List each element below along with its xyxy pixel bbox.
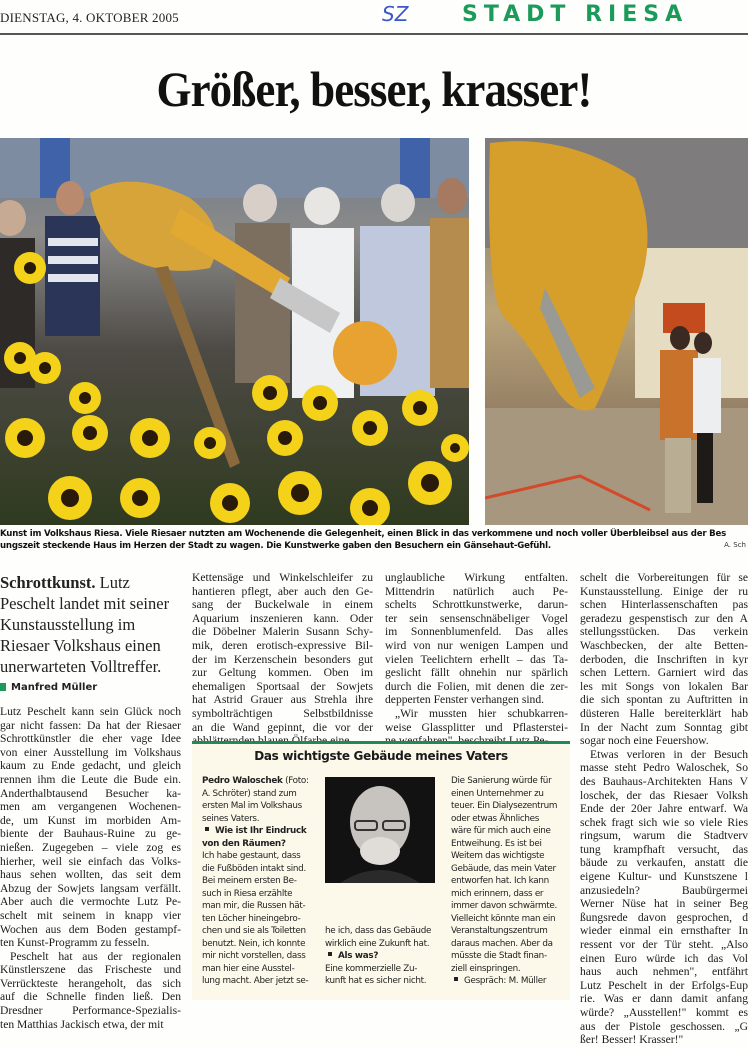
article-line: kaum zu Ende gedacht, und gleich [0, 759, 181, 773]
caption-line: Kunst im Volkshaus Riesa. Viele Riesaer nutzten am Wochenende die Gelegenheit, einen Blick in das verkommene und noch voller Überbleibsel aus der Bes [0, 529, 727, 539]
article-line: Lutz Peschelt kann sein Glück noch [0, 705, 181, 718]
article-line: nießen. Zugegeben – viele zog es [0, 840, 181, 854]
answer-line: ten Löcher hineingebro- [202, 913, 301, 924]
article-line: sogar noch eine Feuershow. [580, 734, 709, 748]
article-line: unglaubliche Wirkung entfalten. [385, 571, 568, 584]
article-line: sang der Buckelwale in einem [192, 598, 373, 612]
article-line: Mittendrin natürlich auch Pe- [385, 584, 568, 598]
article-line: ehemaligen Sportsaal der Sowjets [192, 679, 373, 693]
bullet-icon [328, 952, 332, 956]
article-line: schelt mit seinem in knapp vier [0, 908, 181, 922]
article-line: In der Nacht zum Sonntag gibt [580, 720, 748, 734]
answer-line: Weitem das wichtigste [451, 851, 545, 861]
article-line: Etwas verloren in der Besuch [590, 747, 748, 761]
article-line: die sich spontan zu Auftritten in [580, 693, 748, 707]
article-line: loschek, der das Riesaer Volksh [580, 788, 748, 802]
answer-line: chen und sie als Toiletten [202, 926, 306, 936]
article-line: ressent vor der Tür steht. „Also [580, 938, 748, 952]
article-line: Wochen aus dem Boden gestampf- [0, 922, 181, 936]
article-line: Waschbecken, der alte Betten- [580, 638, 748, 652]
article-line: haus auch nehmen", entfährt [580, 965, 748, 979]
article-line: derboden, die Inschriften in kyr [580, 652, 748, 666]
article-line: mik, deren erotisch-expressive Bil- [192, 638, 373, 652]
article-line: schelt die Vorbereitungen für se [580, 571, 748, 584]
photo-credit: A. Sch [724, 541, 746, 549]
article-line: schek fragt sich wie so viele Ries [580, 815, 748, 829]
article-line: masse steht Pedro Waloschek, So [580, 761, 748, 775]
article-line: hat Astrid Grauer aus Strehla ihre [192, 693, 373, 707]
section-title: STADT RIESA [462, 2, 689, 27]
article-line: ter sein sensenschnäbeliger Vogel [385, 611, 568, 625]
author-name: Manfred Müller [11, 682, 98, 693]
article-line: de, um Kunst im morbiden Am- [0, 813, 181, 827]
question-1-cont: von den Räumen? [202, 838, 286, 849]
article-line: Schrottkünstler die eher vage Idee [0, 732, 181, 746]
article-line: weise Glassplitter und Pflasterstei- [385, 720, 568, 734]
article-line: Kunstausstellung. Einige der ru [580, 584, 748, 598]
dateline: DIENSTAG, 4. OKTOBER 2005 [0, 10, 179, 25]
article-line: vielen Teelichtern erhellt – das Ta- [385, 652, 568, 666]
intro-text: seines Vaters. [202, 813, 260, 824]
answer-line: such in Riesa erzählte [202, 888, 293, 899]
article-line: schelts Schrottkunstwerke, darun- [385, 598, 568, 612]
article-line: depperten Fenster verhangen sind. [385, 693, 545, 707]
bullet-icon [454, 977, 458, 981]
article-line: eigene Kultur- und Kunstszene l [580, 870, 748, 884]
photo-caption [0, 528, 748, 552]
article-line: haus sehen wollten, das seit dem [0, 868, 181, 882]
article-line: biente der Bauhaus-Ruine zu ge- [0, 827, 181, 841]
photo-sculpture-sunflowers-icon [0, 138, 469, 525]
article-line: Dresdner Performance-Spezialis- [0, 1004, 181, 1018]
answer-line: Die Sanierung würde für [451, 776, 552, 786]
article-line: aus der Pistole geschossen. „G [580, 1019, 748, 1033]
bullet-icon [205, 827, 209, 831]
answer-line: Bei meinem ersten Be- [202, 876, 297, 886]
answer-line: man mir, die Russen hät- [202, 901, 306, 911]
article-line: von einer Ausstellung im Volkshaus [0, 745, 181, 759]
answer-line: man hier eine Ausstel- [202, 963, 295, 974]
photo-hanging-sculpture-hall [485, 138, 748, 525]
article-line: an die Wand gepinnt, die vor der [192, 720, 373, 734]
article-line: stellungsstücken. Das verkein [580, 625, 748, 639]
intro-text: ersten Mal im Volkshaus [202, 801, 302, 811]
article-line: durch die Folien, mit denen die zer- [385, 679, 568, 693]
answer-line: wirklich eine Zukunft hat. [325, 938, 430, 949]
article-line: Peschelt hat aus der regionalen [10, 949, 181, 963]
photo-hanging-sculpture-hall-icon [485, 138, 748, 525]
article-line: symbolträchtigen Selbstbildnisse [192, 706, 373, 720]
answer-line: Ich habe gestaunt, dass [202, 851, 301, 861]
answer-line: teuer. Ein Dialysezentrum [451, 801, 558, 811]
answer-line: ziell einspringen. [451, 963, 521, 974]
answer-line: Entweihung. Es ist bei [451, 838, 542, 849]
answer-line: daraus machen. Aber da [451, 938, 553, 949]
lead-text: Lutz Peschelt landet mit seiner Kunstausstellung im Riesaer Volkshaus einen unerwarteten Volltreffer. [0, 573, 170, 676]
answer-line: mich erinnern, dass er [451, 888, 544, 899]
intro-text: (Foto: [282, 776, 309, 786]
article-line: Ende der 20er Jahre entwarf. Wa [580, 802, 748, 816]
article-line: wieder einmal ein ernsthafter In [580, 924, 748, 938]
answer-line: Eine kommerzielle Zu- [325, 963, 418, 974]
article-line: ßer! Besser! Krasser!" [580, 1033, 684, 1047]
interviewee-name: Pedro Waloschek [202, 776, 283, 786]
article-line: Kettensäge und Winkelschleifer zu [192, 571, 373, 584]
article-line: ten Matthias Jackisch etwa, der mit [0, 1017, 164, 1031]
answer-line: immer davon schwärmte. [451, 901, 558, 911]
article-line: Künstlerszene das Frischeste und [0, 963, 181, 977]
article-line: der im Kerzenschein besonders gut [192, 652, 373, 666]
question-1: Wie ist Ihr Eindruck [215, 826, 307, 836]
header-rule [0, 33, 748, 35]
article-line: die Döbelner Malerin Susann Schy- [192, 625, 373, 639]
caption-line: ungszeit steckende Haus im Herzen der Stadt zu wagen. Die Kunstwerke gaben den Besuchern ein Gänsehaut-Gefühl. [0, 541, 551, 551]
article-line: Aber auch die vermochte Lutz Pe- [0, 895, 181, 909]
article-column-4 [580, 571, 748, 1047]
article-line: „Wir mussten hier schubkarren- [395, 706, 568, 720]
article-lead [0, 572, 180, 677]
article-line: men am vergangenen Wochenen- [0, 800, 181, 814]
article-line: einen Euro würde ich das Vol [580, 951, 748, 965]
answer-line: Veranstaltungszentrum [451, 926, 548, 936]
author-byline [0, 682, 97, 693]
answer-line: entworfen hat. Ich kann [451, 876, 549, 886]
intro-text: A. Schröter) stand zum [202, 788, 297, 799]
article-line: Lutz Peschelt in der Erfolgs-Eup [580, 978, 748, 992]
article-line: Werner Nüse hat in seiner Beg [580, 897, 748, 911]
article-line: im Sonnenblumenfeld. Das alles [385, 625, 568, 639]
article-line: auf die Schnelle finden ließ. Den [0, 990, 181, 1004]
interview-column-2 [325, 925, 431, 988]
photo-sculpture-sunflowers [0, 138, 469, 525]
question-2: Als was? [338, 951, 379, 961]
answer-line: die Fußböden intakt sind. [202, 863, 306, 874]
article-line: geslicht fällt ohnehin nur spärlich [385, 666, 568, 680]
portrait-photo [325, 777, 435, 883]
article-line: wird von nur wenigen Lampen und [385, 638, 568, 652]
article-line: ten Kunst-Programm zu fesseln. [0, 936, 150, 950]
headline: Größer, besser, krasser! [156, 61, 592, 117]
interview-column-1 [202, 775, 309, 988]
article-line: hierher, weil sie einfach das Volks- [0, 854, 181, 868]
answer-line: oder etwas Ähnliches [451, 813, 540, 824]
article-line: les mit Songs von lokalen Bar [580, 679, 748, 693]
article-column-1 [0, 705, 181, 1031]
article-line: schen Lettern. Garniert wird das [580, 666, 748, 680]
article-line: rennen ihm die Leute die Bude ein. [0, 772, 181, 786]
interview-column-3 [451, 775, 557, 988]
article-line: Abzug der Sowjets langsam verfällt. [0, 881, 181, 895]
handwritten-mark: SZ [382, 2, 409, 26]
article-line: würde? „Ausstellen!" kommt es [580, 1006, 748, 1019]
answer-line: müsste die Stadt finan- [451, 951, 547, 961]
article-column-2 [192, 571, 373, 748]
article-line: Verrückteste herangeholt, das sich [0, 976, 181, 990]
article-line: gar nicht fassen: Da hat der Riesaer [0, 718, 181, 732]
article-line: tung krampfhaft versucht, das [580, 842, 748, 856]
article-line: ringsum, warum die Stadtverv [580, 829, 748, 843]
article-line: des Bauhaus-Architekten Hans V [580, 774, 748, 788]
lead-kicker: Schrottkunst. [0, 573, 96, 592]
answer-line: mir nicht vorstellen, dass [202, 951, 306, 961]
article-column-3 [385, 571, 568, 748]
answer-line: he ich, dass das Gebäude [325, 926, 432, 936]
article-line: Aquarium inszenieren kann. Oder [192, 611, 373, 625]
interviewer-credit: Gespräch: M. Müller [464, 976, 547, 986]
answer-line: kunft hat es sicher nicht. [325, 976, 427, 986]
article-line: anzusiedeln? Baubürgermei [580, 883, 748, 897]
green-square-icon [0, 683, 6, 691]
answer-line: wäre für mich auch eine [451, 826, 551, 836]
article-line: hantieren pflegt, aber auch den Ge- [192, 584, 373, 598]
answer-line: Vielleicht könnte man ein [451, 913, 556, 924]
answer-line: Gebäude, das mein Vater [451, 863, 556, 874]
portrait-photo-icon [325, 777, 435, 883]
article-line: ßungsrede davon gesprochen, d [580, 910, 748, 924]
article-line: rie. Was er dann damit anfang [580, 992, 748, 1006]
answer-line: einen Unternehmer zu [451, 788, 544, 799]
article-line: geradezu gespenstisch zur den A [580, 611, 748, 625]
article-line: bäude zu verkaufen, anstatt die [580, 856, 748, 870]
article-line: schen Hinterlassenschaften pas [580, 598, 748, 612]
article-line: düsteren Halle bereiterklärt hab [580, 706, 748, 720]
answer-line: benutzt. Nein, ich konnte [202, 938, 306, 949]
article-line: zur Geltung kommen. Oben im [192, 666, 373, 680]
interview-box-title: Das wichtigste Gebäude meines Vaters [254, 749, 508, 763]
article-line: Anderthalbtausend Besucher ka- [0, 786, 181, 800]
answer-line: lung macht. Aber jetzt se- [202, 976, 309, 986]
